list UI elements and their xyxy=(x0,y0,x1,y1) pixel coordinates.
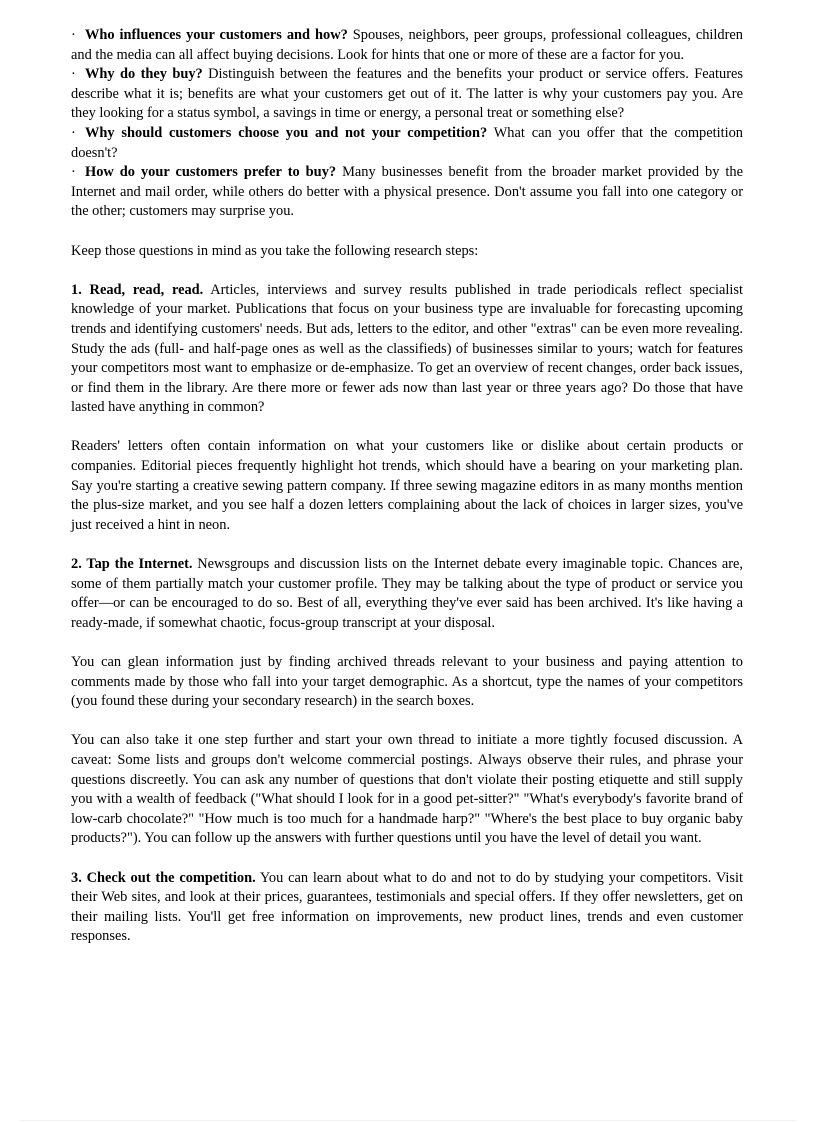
step-paragraph xyxy=(71,281,743,418)
bullet-item xyxy=(71,65,743,124)
bullet-item xyxy=(71,26,743,65)
bullet-item xyxy=(71,163,743,222)
bullet-text: Many businesses benefit from the broader market provided by the Internet and mail order, while others do better with a physical presence. Don't assume you fall into one category or the other; customers may surprise you. xyxy=(71,164,744,220)
step-heading: 2. Tap the Internet. xyxy=(71,556,193,573)
bullet-item xyxy=(71,124,743,163)
bullet-lead: Who influences your customers and how? xyxy=(85,27,348,43)
bullet-dot: · xyxy=(71,66,76,83)
bullet-lead: Why should customers choose you and not your competition? xyxy=(85,124,488,141)
bullet-dot: · xyxy=(71,164,76,181)
bullet-text: Spouses, neighbors, peer groups, professional colleagues, children and the media can all affect buying decisions. Look for hints that one or more of these are a factor for you. xyxy=(71,27,743,63)
step-paragraph xyxy=(71,555,743,633)
step-paragraph xyxy=(71,869,743,947)
intro-paragraph: Keep those questions in mind as you take the following research steps: xyxy=(71,242,479,259)
bullet-text: Distinguish between the features and the benefits your product or service offers. Features describe what it is; benefits are what your customers get out of it. The latter is why your customers pay you. Are they looking for a status symbol, a savings in time or energy, a personal treat or something else? xyxy=(71,66,743,122)
step-text: You can learn about what to do and not to do by studying your competitors. Visit their Web sites, and look at their prices, guarantees, testimonials and special offers. If they offer newsletters, get on their mailing lists. You'll get free information on improvements, new product lines, trends and even customer responses. xyxy=(71,869,743,945)
bullet-text: What can you offer that the competition doesn't? xyxy=(71,124,743,161)
document-page xyxy=(71,26,743,947)
bullet-lead: Why do they buy? xyxy=(85,66,203,83)
page-bottom-divider xyxy=(20,1120,796,1121)
body-paragraph: Readers' letters often contain information on what your customers like or dislike about certain products or companies. Editorial pieces frequently highlight hot trends, which should have a bearing on your marketing plan. Say you're starting a creative sewing pattern company. If three sewing magazine editors in as many months mention the plus-size market, and you see half a dozen letters complaining about the lack of choices in larger sizes, you've just received a hint in neon. xyxy=(71,438,743,533)
bullet-lead: How do your customers prefer to buy? xyxy=(85,164,337,181)
bullet-dot: · xyxy=(71,124,76,141)
step-text: Newsgroups and discussion lists on the Internet debate every imaginable topic. Chances are, some of them partially match your customer profile. They may be talking about the type of product or service you offer—or can be encouraged to do so. Best of all, everything they've ever said has been archived. It's like having a ready-made, if somewhat chaotic, focus-group transcript at your disposal. xyxy=(71,556,744,631)
bullet-dot: · xyxy=(71,27,76,43)
step-text: Articles, interviews and survey results published in trade periodicals reflect specialist knowledge of your market. Publications that focus on your business type are invaluable for forecasting upcoming trends and identifying customers' needs. But ads, letters to the editor, and other "extras" can be even more revealing. Study the ads (full- and half-page ones as well as the classifieds) of businesses similar to yours; watch for features your competitors most want to emphasize or de-emphasize. To get an overview of recent changes, order back issues, or find them in the library. Are there more or fewer ads now than last year or three years ago? Do those that have lasted have anything in common? xyxy=(71,281,743,416)
step-heading: 3. Check out the competition. xyxy=(71,869,256,886)
body-paragraph: You can glean information just by finding archived threads relevant to your business and paying attention to comments made by those who fall into your target demographic. As a shortcut, type the names of your competitors (you found these during your secondary research) in the search boxes. xyxy=(71,654,743,710)
body-paragraph: You can also take it one step further and start your own thread to initiate a more tightly focused discussion. A caveat: Some lists and groups don't welcome commercial postings. Always observe their rules, and phrase your questions discreetly. You can ask any number of questions that don't violate their posting etiquette and still supply you with a wealth of feedback ("What should I look for in a good pet-sitter?" "What's everybody's favorite brand of low-carb chocolate?" "How much is too much for a handmade harp?" "Where's the best place to buy organic baby products?"). You can follow up the answers with further questions until you have the level of detail you want. xyxy=(71,732,743,847)
step-heading: 1. Read, read, read. xyxy=(71,281,204,298)
